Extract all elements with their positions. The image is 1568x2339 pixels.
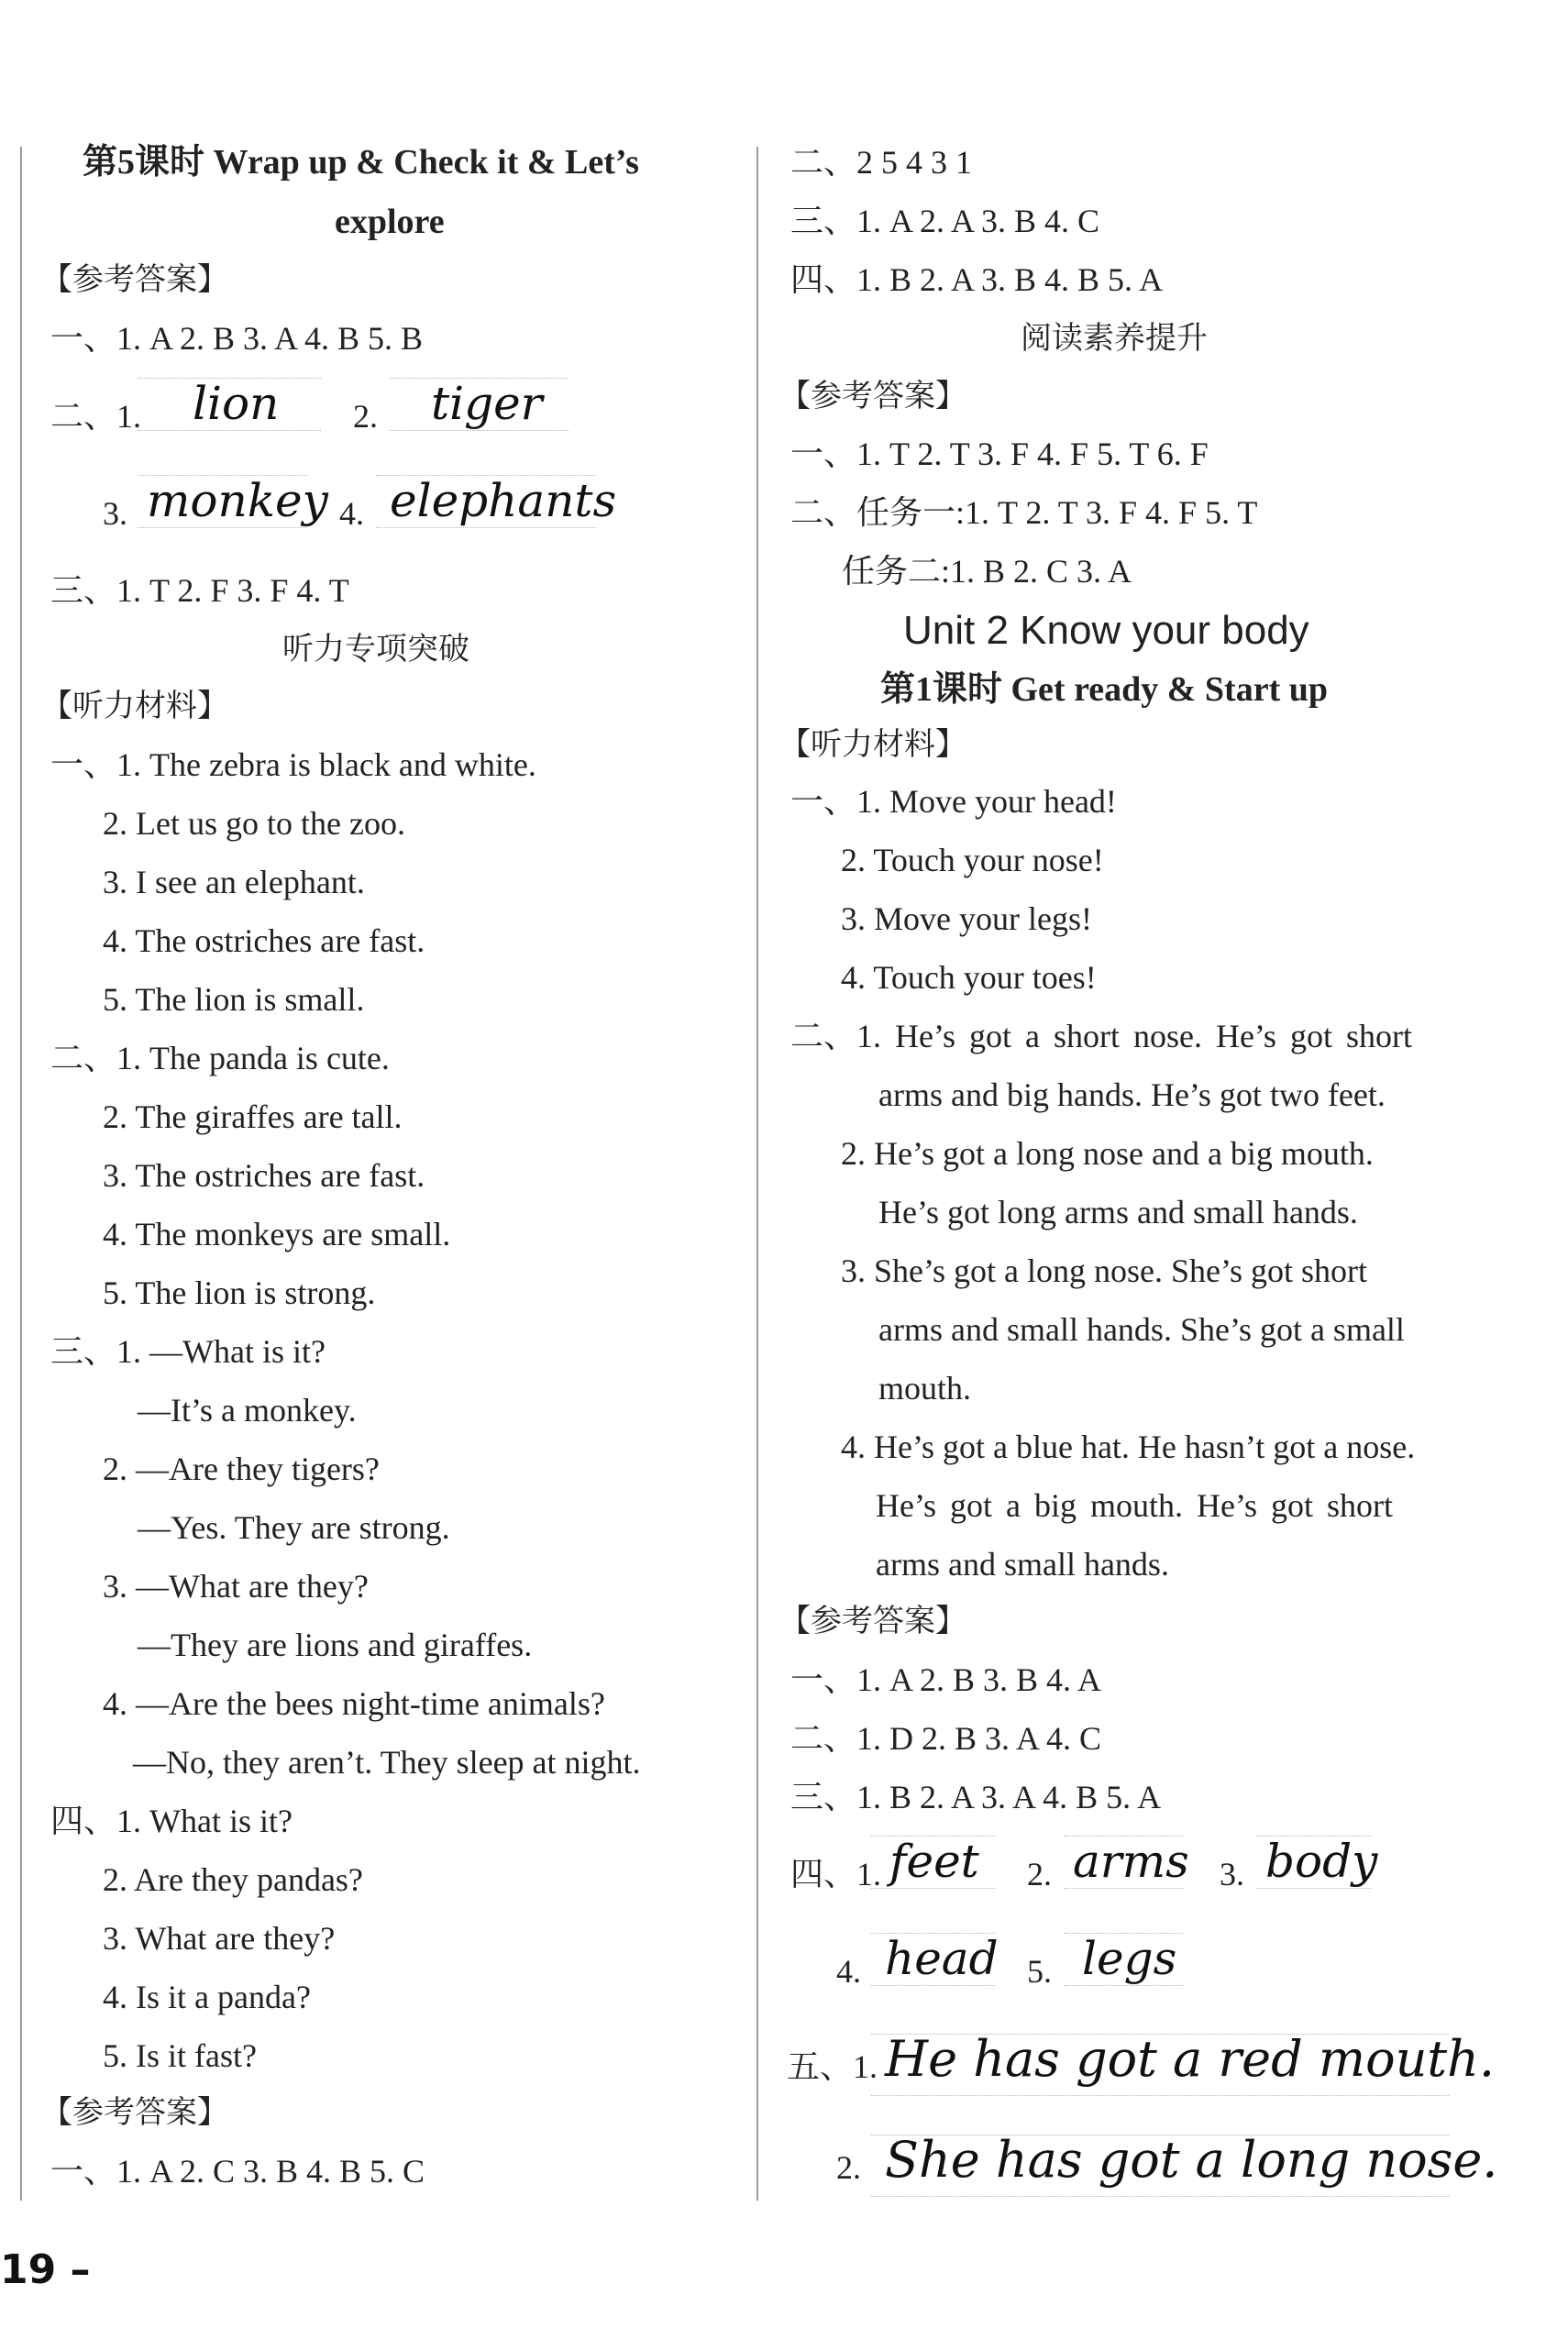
listening-line: 3. What are they? — [103, 1920, 336, 1957]
listening-line: 4. The monkeys are small. — [103, 1216, 451, 1252]
listening-line: 3. I see an elephant. — [103, 864, 365, 900]
answer-number: 3. — [1220, 1856, 1244, 1892]
answer-number: 2. — [353, 398, 378, 435]
answer-number: 5. — [1027, 1953, 1052, 1990]
handwritten-answer: arms — [1073, 1835, 1189, 1888]
listening-line: 3. Move your legs! — [841, 900, 1092, 937]
listening-line: 4. Is it a panda? — [103, 1979, 311, 2015]
answers-label: 【参考答案】 — [41, 261, 228, 298]
listening-line: 一、1. Move your head! — [790, 783, 1117, 820]
answer-row: 二、2 5 4 3 1 — [790, 144, 973, 181]
column-divider — [756, 147, 758, 2201]
answer-row: 二、任务一:1. T 2. T 3. F 4. F 5. T — [790, 494, 1258, 531]
listening-line: —Yes. They are strong. — [138, 1509, 450, 1546]
listening-line: 2. Are they pandas? — [103, 1861, 363, 1898]
answer-number: 2. — [836, 2149, 861, 2186]
listening-line: 2. The giraffes are tall. — [103, 1098, 403, 1135]
listening-line: 2. —Are they tigers? — [103, 1451, 380, 1487]
handwritten-answer: monkey — [147, 474, 328, 527]
answer-prefix: 二、1. — [50, 398, 142, 435]
lesson-title: 第5课时 Wrap up & Check it & Let’s — [83, 143, 639, 182]
listening-line: arms and big hands. He’s got two feet. — [878, 1076, 1386, 1113]
handwritten-answer: lion — [193, 377, 280, 430]
answer-row: 三、1. B 2. A 3. A 4. B 5. A — [790, 1779, 1162, 1815]
answer-row: 一、1. A 2. C 3. B 4. B 5. C — [50, 2153, 425, 2190]
answer-row: 一、1. A 2. B 3. B 4. A — [790, 1661, 1102, 1698]
answer-row: 任务二:1. B 2. C 3. A — [842, 553, 1132, 590]
listening-line: 2. He’s got a long nose and a big mouth. — [841, 1135, 1374, 1172]
answer-row: 四、1. B 2. A 3. B 4. B 5. A — [790, 261, 1164, 298]
listening-line: 4. He’s got a blue hat. He hasn’t got a nose. — [841, 1429, 1416, 1465]
left-margin-line — [20, 147, 22, 2201]
lesson-title-cont: explore — [335, 203, 445, 241]
listening-line: 3. She’s got a long nose. She’s got short — [841, 1252, 1367, 1289]
handwritten-answer: tiger — [431, 377, 543, 430]
listening-line: mouth. — [878, 1370, 972, 1407]
listening-line: He’s got a big mouth. He’s got short — [876, 1487, 1393, 1524]
listening-label: 【听力材料】 — [779, 726, 966, 763]
listening-line: 3. —What are they? — [103, 1568, 369, 1605]
listening-line: 三、1. —What is it? — [50, 1333, 326, 1370]
answer-number: 4. — [339, 495, 364, 532]
listening-line: arms and small hands. She’s got a small — [878, 1311, 1405, 1348]
answers-label: 【参考答案】 — [779, 1603, 966, 1639]
listening-line: 2. Touch your nose! — [841, 842, 1104, 878]
handwritten-sentence: He has got a red mouth. — [885, 2030, 1496, 2088]
listening-line: —No, they aren’t. They sleep at night. — [133, 1744, 641, 1781]
answer-row: 一、1. T 2. T 3. F 4. F 5. T 6. F — [790, 436, 1209, 472]
listening-line: 5. The lion is small. — [103, 981, 365, 1018]
listening-line: 4. Touch your toes! — [841, 959, 1097, 996]
handwritten-answer: head — [885, 1932, 999, 1985]
listening-line: 二、1. The panda is cute. — [50, 1040, 390, 1076]
page-number: 19 – — [0, 2246, 91, 2293]
listening-line: 5. The lion is strong. — [103, 1274, 376, 1311]
listening-line: arms and small hands. — [876, 1546, 1169, 1583]
unit-title: Unit 2 Know your body — [903, 608, 1309, 653]
handwritten-answer: elephants — [390, 474, 617, 527]
section-heading: 听力专项突破 — [282, 631, 469, 667]
listening-label: 【听力材料】 — [41, 688, 228, 724]
listening-line: 四、1. What is it? — [50, 1803, 293, 1839]
listening-line: 2. Let us go to the zoo. — [103, 805, 405, 842]
handwritten-answer: legs — [1082, 1932, 1177, 1985]
answer-row: 三、1. T 2. F 3. F 4. T — [50, 572, 349, 609]
answer-number: 2. — [1027, 1856, 1052, 1892]
listening-line: He’s got long arms and small hands. — [878, 1194, 1358, 1230]
section-heading: 阅读素养提升 — [1021, 320, 1208, 357]
listening-line: —It’s a monkey. — [138, 1392, 357, 1429]
listening-line: 4. The ostriches are fast. — [103, 922, 425, 959]
listening-line: 4. —Are the bees night-time animals? — [103, 1685, 605, 1722]
answer-number: 3. — [103, 495, 127, 532]
lesson-title: 第1课时 Get ready & Start up — [880, 670, 1328, 709]
listening-line: 二、1. He’s got a short nose. He’s got short — [790, 1018, 1412, 1054]
answer-row: 三、1. A 2. A 3. B 4. C — [790, 203, 1100, 239]
answers-label: 【参考答案】 — [779, 378, 966, 414]
answers-label: 【参考答案】 — [41, 2094, 228, 2131]
handwritten-answer: body — [1265, 1835, 1378, 1888]
answer-row: 一、1. A 2. B 3. A 4. B 5. B — [50, 320, 424, 357]
answer-row: 二、1. D 2. B 3. A 4. C — [790, 1720, 1102, 1757]
answer-number: 4. — [836, 1953, 861, 1990]
listening-line: 5. Is it fast? — [103, 2037, 257, 2074]
listening-line: 3. The ostriches are fast. — [103, 1157, 425, 1194]
handwritten-sentence: She has got a long nose. — [885, 2131, 1498, 2189]
listening-line: 一、1. The zebra is black and white. — [50, 746, 536, 783]
handwritten-answer: feet — [889, 1835, 979, 1888]
listening-line: —They are lions and giraffes. — [138, 1627, 533, 1663]
answer-prefix: 五、1. — [787, 2048, 878, 2085]
answer-prefix: 四、1. — [790, 1856, 882, 1892]
